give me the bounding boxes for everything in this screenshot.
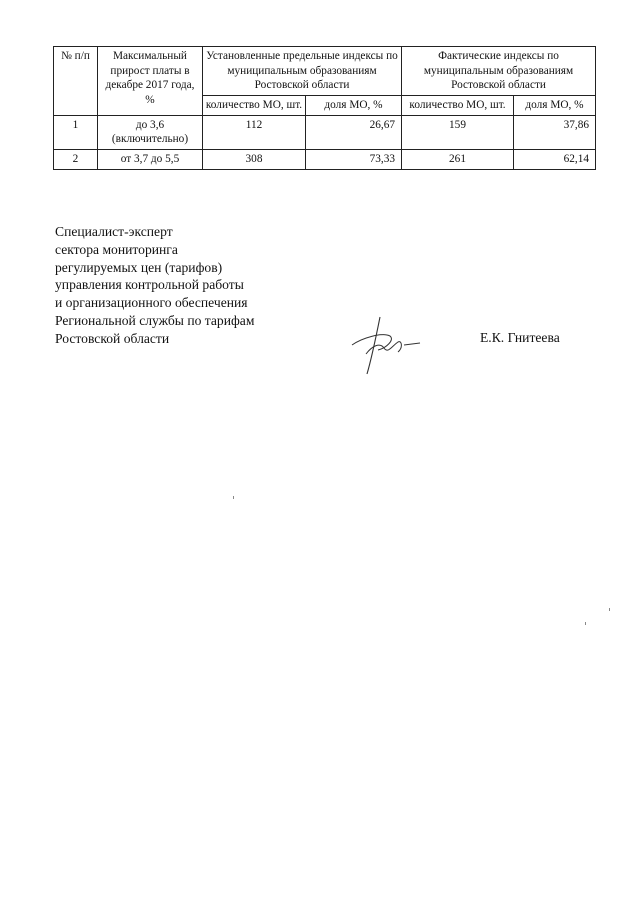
header-max-growth: Максимальный прирост платы в декабре 2017 года, %: [98, 47, 203, 116]
row-est-share: 73,33: [306, 150, 402, 170]
scan-speck: [233, 496, 234, 499]
row-num: 1: [54, 115, 98, 149]
header-est-share: доля МО, %: [306, 96, 402, 116]
title-line: Специалист-эксперт: [55, 224, 173, 239]
title-line: управления контрольной работы: [55, 277, 244, 293]
header-act-count: количество МО, шт.: [402, 96, 514, 116]
title-line: Региональной службы по тарифам: [55, 312, 255, 328]
header-actual: Фактические индексы по муниципальным образованиям Ростовской области: [402, 47, 596, 96]
row-growth: от 3,7 до 5,5: [98, 150, 203, 170]
row-act-share: 62,14: [514, 150, 596, 170]
title-line: сектора мониторинга: [55, 241, 178, 257]
header-established: Установленные предельные индексы по муниципальным образованиям Ростовской области: [203, 47, 402, 96]
row-act-count: 261: [402, 150, 514, 170]
title-line: и организационного обеспечения: [55, 295, 248, 311]
row-est-share: 26,67: [306, 115, 402, 149]
title-line: Ростовской области: [55, 330, 170, 346]
row-num: 2: [54, 150, 98, 170]
header-row-1: [54, 47, 596, 96]
title-line: регулируемых цен (тарифов): [55, 259, 223, 275]
table-row: [54, 150, 596, 170]
header-num: № п/п: [54, 47, 98, 116]
scan-speck: [609, 608, 610, 611]
scan-speck: [585, 622, 586, 625]
table-row: [54, 115, 596, 149]
row-est-count: 112: [203, 115, 306, 149]
header-est-count: количество МО, шт.: [203, 96, 306, 116]
header-act-share: доля МО, %: [514, 96, 596, 116]
signer-name: Е.К. Гнитеева: [480, 330, 560, 345]
row-growth: до 3,6 (включительно): [98, 115, 203, 149]
signature-title-block: [55, 223, 254, 348]
indices-table: [53, 46, 596, 170]
row-act-count: 159: [402, 115, 514, 149]
row-act-share: 37,86: [514, 115, 596, 149]
row-est-count: 308: [203, 150, 306, 170]
handwritten-signature: [340, 312, 435, 382]
